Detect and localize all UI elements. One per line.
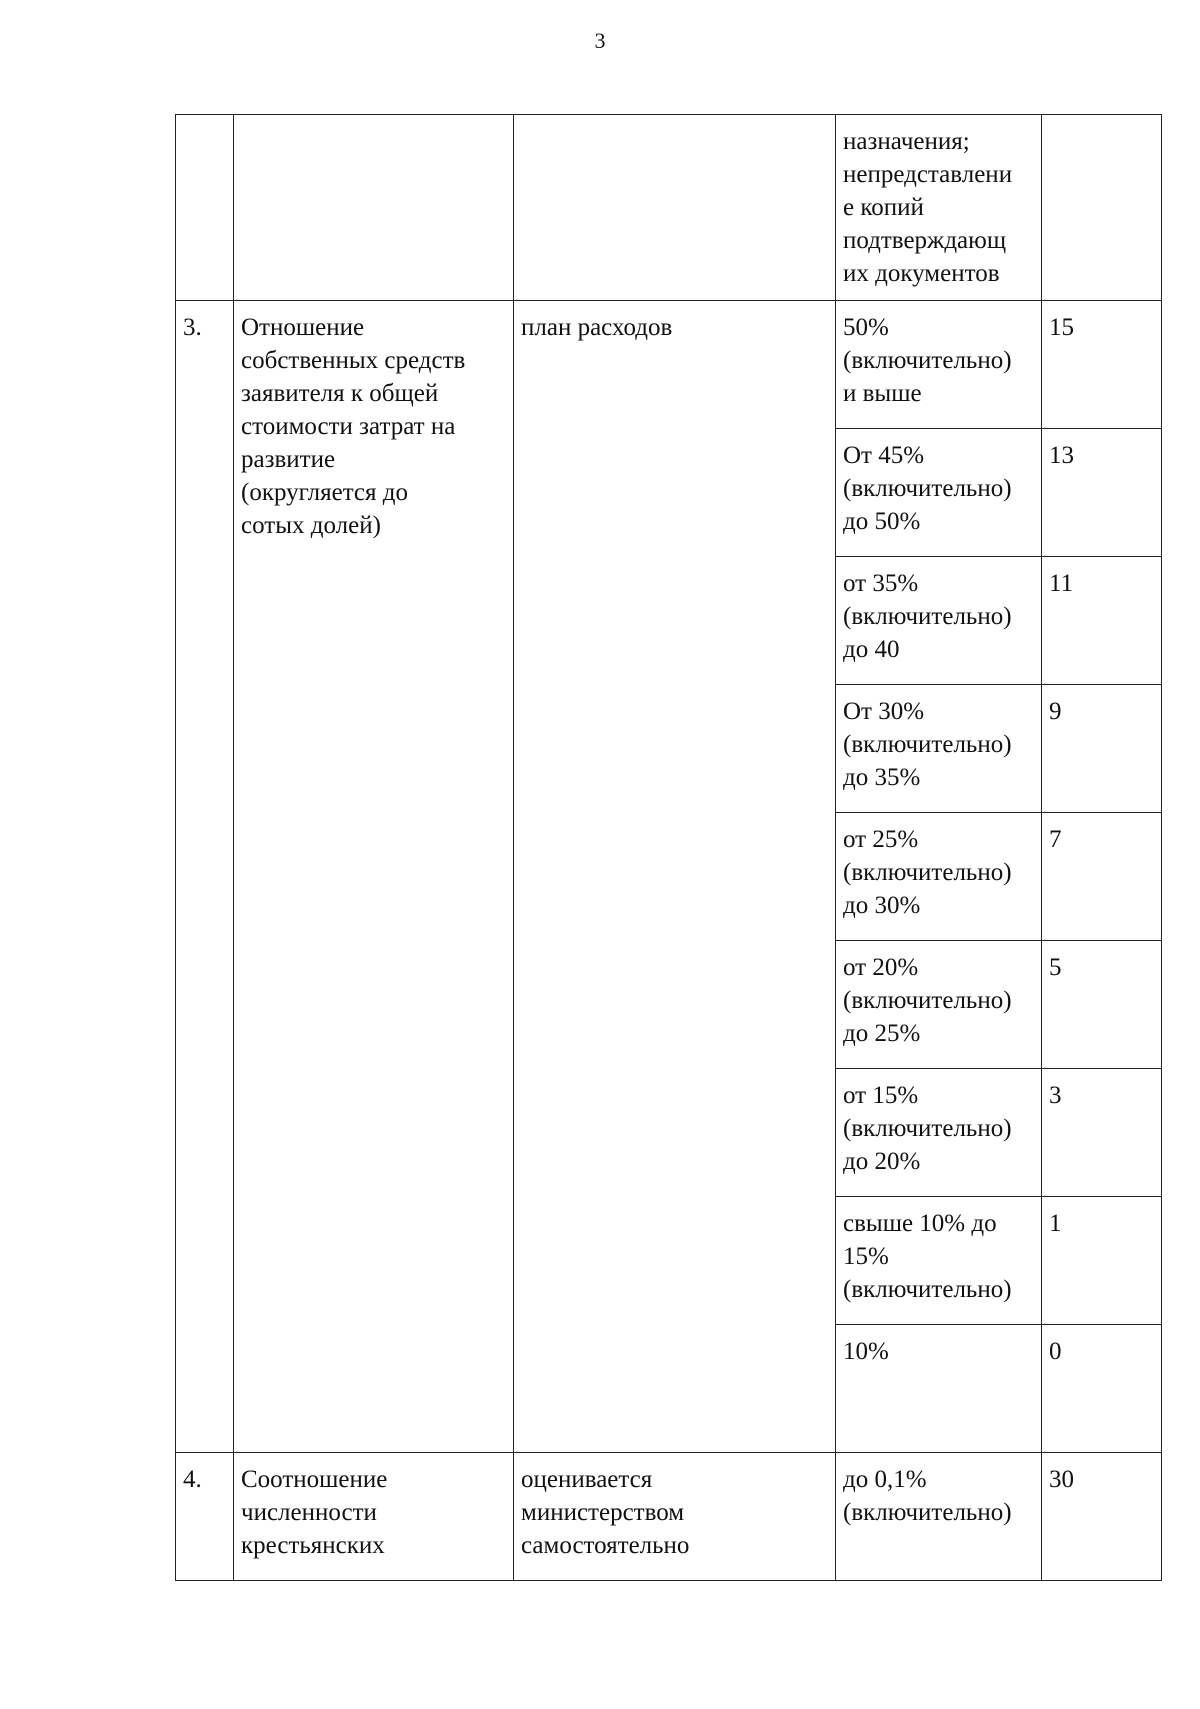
range-text: до 0,1% (включительно)	[843, 1466, 1012, 1526]
range-text: 10%	[843, 1338, 889, 1365]
row-number: 3.	[183, 314, 202, 341]
cell-score	[1042, 941, 1162, 1069]
page-number: 3	[594, 28, 606, 53]
score-value: 30	[1049, 1466, 1074, 1493]
cell-score	[1042, 115, 1162, 301]
cell-num	[176, 1453, 234, 1581]
criterion-name: Соотношение численности крестьянских	[241, 1466, 388, 1559]
cell-name	[234, 115, 514, 301]
cell-score	[1042, 813, 1162, 941]
score-value: 9	[1049, 698, 1062, 725]
cell-source	[514, 301, 836, 1453]
row-number: 4.	[183, 1466, 202, 1493]
score-value: 0	[1049, 1338, 1062, 1365]
score-value: 11	[1049, 570, 1074, 597]
cell-range	[836, 1325, 1042, 1453]
criterion-name: Отношение собственных средств заявителя к общей стоимости затрат на развитие (округляется до сотых долей)	[241, 314, 466, 539]
cell-num	[176, 115, 234, 301]
cell-range	[836, 301, 1042, 429]
cell-name	[234, 1453, 514, 1581]
cell-source	[514, 1453, 836, 1581]
table-row	[176, 1453, 1162, 1581]
score-value: 13	[1049, 442, 1074, 469]
cell-score	[1042, 429, 1162, 557]
cell-range	[836, 813, 1042, 941]
criteria-table	[175, 114, 1162, 1581]
cell-source	[514, 115, 836, 301]
score-value: 15	[1049, 314, 1074, 341]
cell-score	[1042, 301, 1162, 429]
cell-name	[234, 301, 514, 1453]
table-row	[176, 301, 1162, 429]
range-text: От 45% (включительно) до 50%	[843, 442, 1012, 535]
cell-range	[836, 115, 1042, 301]
cell-num	[176, 301, 234, 1453]
range-text: назначения; непредставлени е копий подтверждающ их документов	[843, 128, 1013, 287]
score-value: 7	[1049, 826, 1062, 853]
range-text: от 15% (включительно) до 20%	[843, 1082, 1012, 1175]
cell-range	[836, 1069, 1042, 1197]
cell-score	[1042, 1453, 1162, 1581]
range-text: свыше 10% до 15% (включительно)	[843, 1210, 1012, 1303]
score-value: 5	[1049, 954, 1062, 981]
score-value: 1	[1049, 1210, 1062, 1237]
cell-score	[1042, 557, 1162, 685]
range-text: от 35% (включительно) до 40	[843, 570, 1012, 663]
cell-score	[1042, 685, 1162, 813]
range-text: от 20% (включительно) до 25%	[843, 954, 1012, 1047]
cell-range	[836, 941, 1042, 1069]
cell-range	[836, 557, 1042, 685]
cell-range	[836, 1197, 1042, 1325]
cell-score	[1042, 1069, 1162, 1197]
criterion-source: оценивается министерством самостоятельно	[521, 1466, 690, 1559]
score-value: 3	[1049, 1082, 1062, 1109]
range-text: От 30% (включительно) до 35%	[843, 698, 1012, 791]
range-text: 50% (включительно) и выше	[843, 314, 1012, 407]
range-text: от 25% (включительно) до 30%	[843, 826, 1012, 919]
table-row-continuation	[176, 115, 1162, 301]
criterion-source: план расходов	[521, 314, 673, 341]
cell-score	[1042, 1197, 1162, 1325]
cell-range	[836, 685, 1042, 813]
cell-range	[836, 1453, 1042, 1581]
cell-score	[1042, 1325, 1162, 1453]
cell-range	[836, 429, 1042, 557]
